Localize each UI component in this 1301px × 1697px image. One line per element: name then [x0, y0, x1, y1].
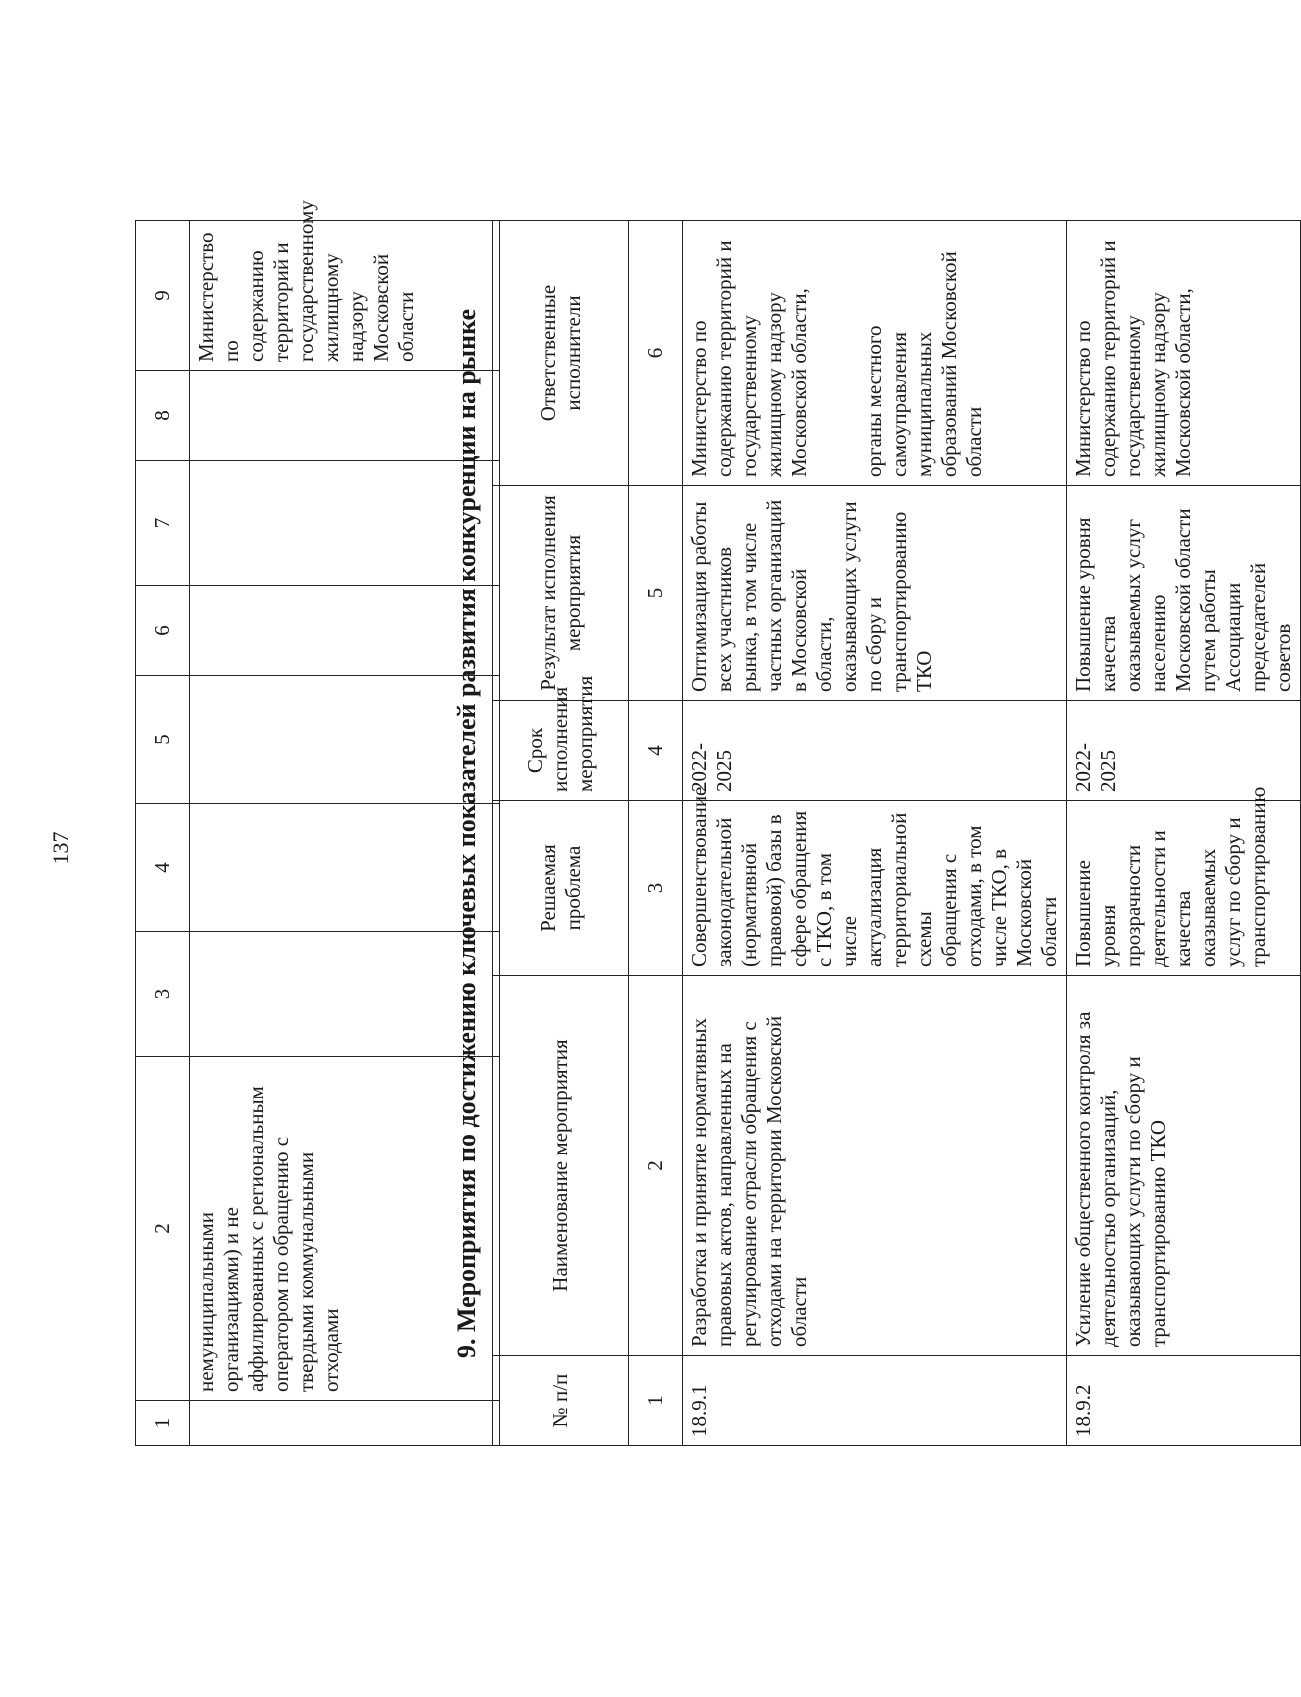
table-row [683, 221, 1067, 1446]
column-number: 6 [136, 586, 190, 676]
rotated-page [40, 98, 1295, 1598]
column-number: 9 [136, 221, 190, 371]
row-number: 18.9.2 [1067, 1356, 1301, 1446]
column-number: 3 [136, 932, 190, 1057]
executors [683, 221, 1067, 486]
column-number: 1 [136, 1401, 190, 1446]
executor-ministry: Министерство по содержанию территорий и государственному жилищному надзору Московской области, [687, 240, 811, 477]
problem: Повышение уровня прозрачности деятельности и качества оказываемых услуг по сбору и транспортированию [1067, 801, 1301, 976]
continuation-table [135, 200, 500, 1446]
executor-local-government: органы местного самоуправления муниципальных образований Московской области [862, 251, 986, 477]
cell: немуниципальными организациями) и не аффилированных с региональным оператором по обращению с твердыми коммунальными отходами [190, 1057, 500, 1401]
column-number: 1 [629, 1356, 683, 1446]
header-row [493, 221, 629, 1446]
column-header: Наименование мероприятия [493, 976, 629, 1356]
section-title: 9. Мероприятия по достижению ключевых показателей развития конкуренции на рынке [452, 308, 481, 1359]
table-row [1067, 221, 1301, 1446]
term: 2022-2025 [683, 701, 1067, 801]
column-number: 5 [629, 486, 683, 701]
column-number: 5 [136, 676, 190, 804]
result: Повышение уровня качества оказываемых услуг населению Московской области путем работы Ассоциации председателей советов [1067, 486, 1301, 701]
column-number-row [629, 221, 683, 1446]
row-number: 18.9.1 [683, 1356, 1067, 1446]
executors [1067, 221, 1301, 486]
executor-ministry: Министерство по содержанию территорий и государственному жилищному надзору Московской области, [1071, 240, 1195, 477]
column-number: 7 [136, 461, 190, 586]
column-number: 6 [629, 221, 683, 486]
page-number: 137 [48, 831, 73, 865]
column-number: 4 [629, 701, 683, 801]
measures-table [492, 220, 1301, 1446]
column-header: Срок исполнения мероприятия [493, 701, 629, 801]
problem: Совершенствование законодательной (нормативной правовой) базы в сфере обращения с ТКО, в том числе актуализация территориальной схемы обращения с отходами, в том числе ТКО, в Московской области [683, 801, 1067, 976]
column-header: № п/п [493, 1356, 629, 1446]
column-header: Ответственные исполнители [493, 221, 629, 486]
cell: Министерство по содержанию территорий и государственному жилищному надзору Московской области [190, 221, 500, 371]
column-number-row [136, 221, 190, 1446]
column-number: 8 [136, 371, 190, 461]
measure-name: Усиление общественного контроля за деятельностью организаций, оказывающих услуги по сбору и транспортированию ТКО [1067, 976, 1301, 1356]
column-number: 2 [629, 976, 683, 1356]
column-number: 2 [136, 1057, 190, 1401]
result: Оптимизация работы всех участников рынка, в том числе частных организаций в Московской области, оказывающих услуги по сбору и транспортированию ТКО [683, 486, 1067, 701]
term: 2022-2025 [1067, 701, 1301, 801]
column-header: Результат исполнения мероприятия [493, 486, 629, 701]
column-number: 3 [629, 801, 683, 976]
column-header: Решаемая проблема [493, 801, 629, 976]
column-number: 4 [136, 804, 190, 932]
measure-name: Разработка и принятие нормативных правовых актов, направленных на регулирование отрасли обращения с отходами на территории Московской области [683, 976, 1067, 1356]
